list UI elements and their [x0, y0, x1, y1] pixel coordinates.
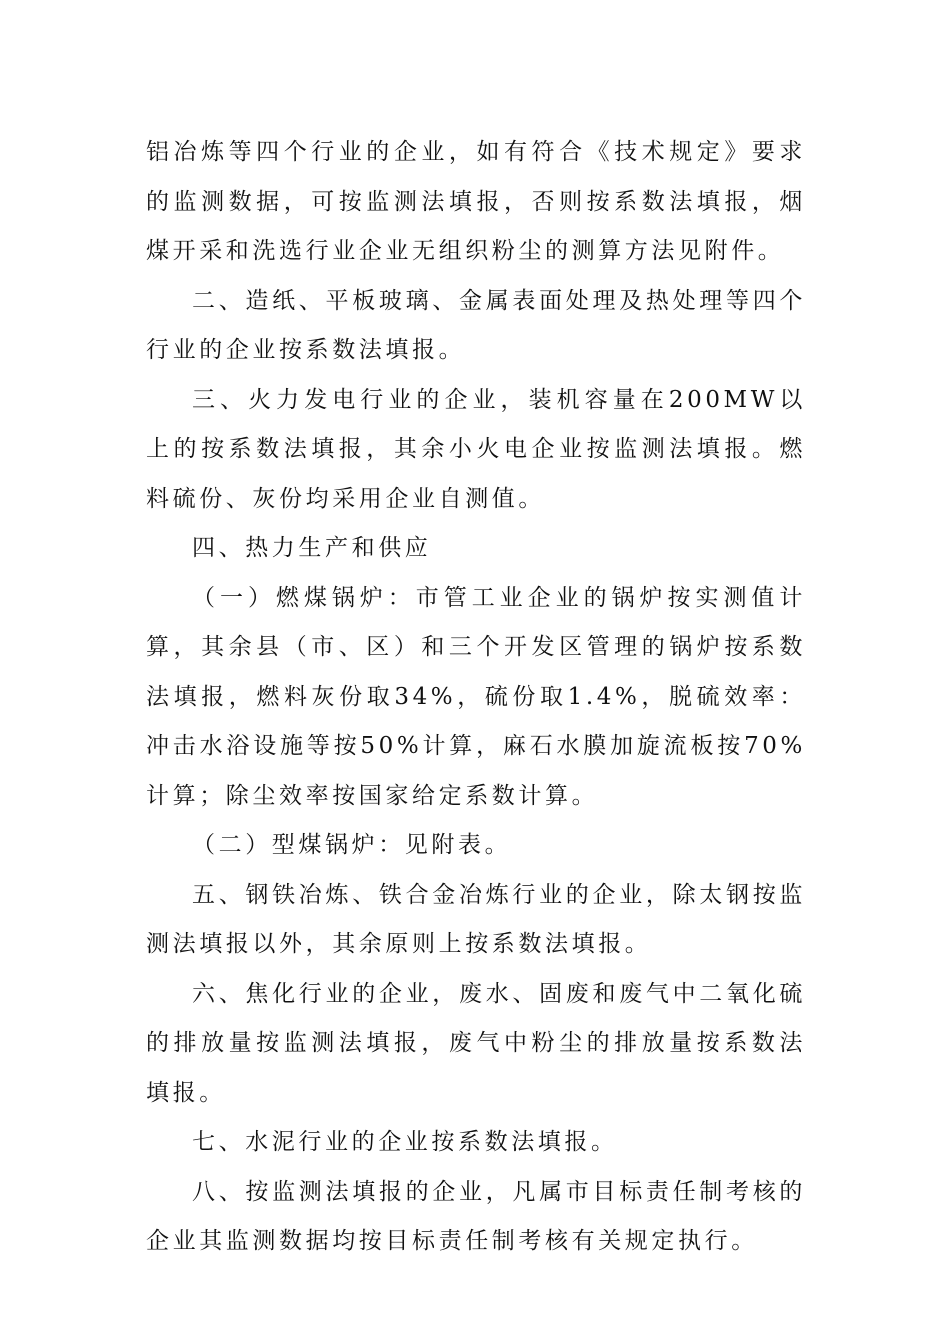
paragraph-item-6: 六、焦化行业的企业，废水、固废和废气中二氧化硫的排放量按监测法填报，废气中粉尘的排放量按系数法填报。 [146, 980, 806, 1106]
paragraph-item-3: 三、火力发电行业的企业，装机容量在200MW以上的按系数法填报，其余小火电企业按监测法填报。燃料硫份、灰份均采用企业自测值。 [146, 386, 806, 512]
paragraph-item-4-2: （二）型煤锅炉：见附表。 [192, 832, 512, 858]
paragraph-item-8: 八、按监测法填报的企业，凡属市目标责任制考核的企业其监测数据均按目标责任制考核有关规定执行。 [146, 1178, 806, 1254]
paragraph-item-2: 二、造纸、平板玻璃、金属表面处理及热处理等四个行业的企业按系数法填报。 [146, 287, 806, 363]
paragraph-item-4-heading: 四、热力生产和供应 [192, 535, 432, 561]
paragraph-item-5: 五、钢铁冶炼、铁合金冶炼行业的企业，除太钢按监测法填报以外，其余原则上按系数法填报。 [146, 881, 806, 957]
paragraph-item-7: 七、水泥行业的企业按系数法填报。 [192, 1129, 618, 1155]
paragraph-continuation: 铝冶炼等四个行业的企业，如有符合《技术规定》要求的监测数据，可按监测法填报，否则按系数法填报，烟煤开采和洗选行业企业无组织粉尘的测算方法见附件。 [146, 139, 806, 264]
document-body [146, 128, 806, 1267]
paragraph-item-4-1: （一）燃煤锅炉：市管工业企业的锅炉按实测值计算，其余县（市、区）和三个开发区管理的锅炉按系数法填报，燃料灰份取34%，硫份取1.4%，脱硫效率：冲击水浴设施等按50%计算，麻石水膜加旋流板按70%计算；除尘效率按国家给定系数计算。 [146, 584, 806, 809]
